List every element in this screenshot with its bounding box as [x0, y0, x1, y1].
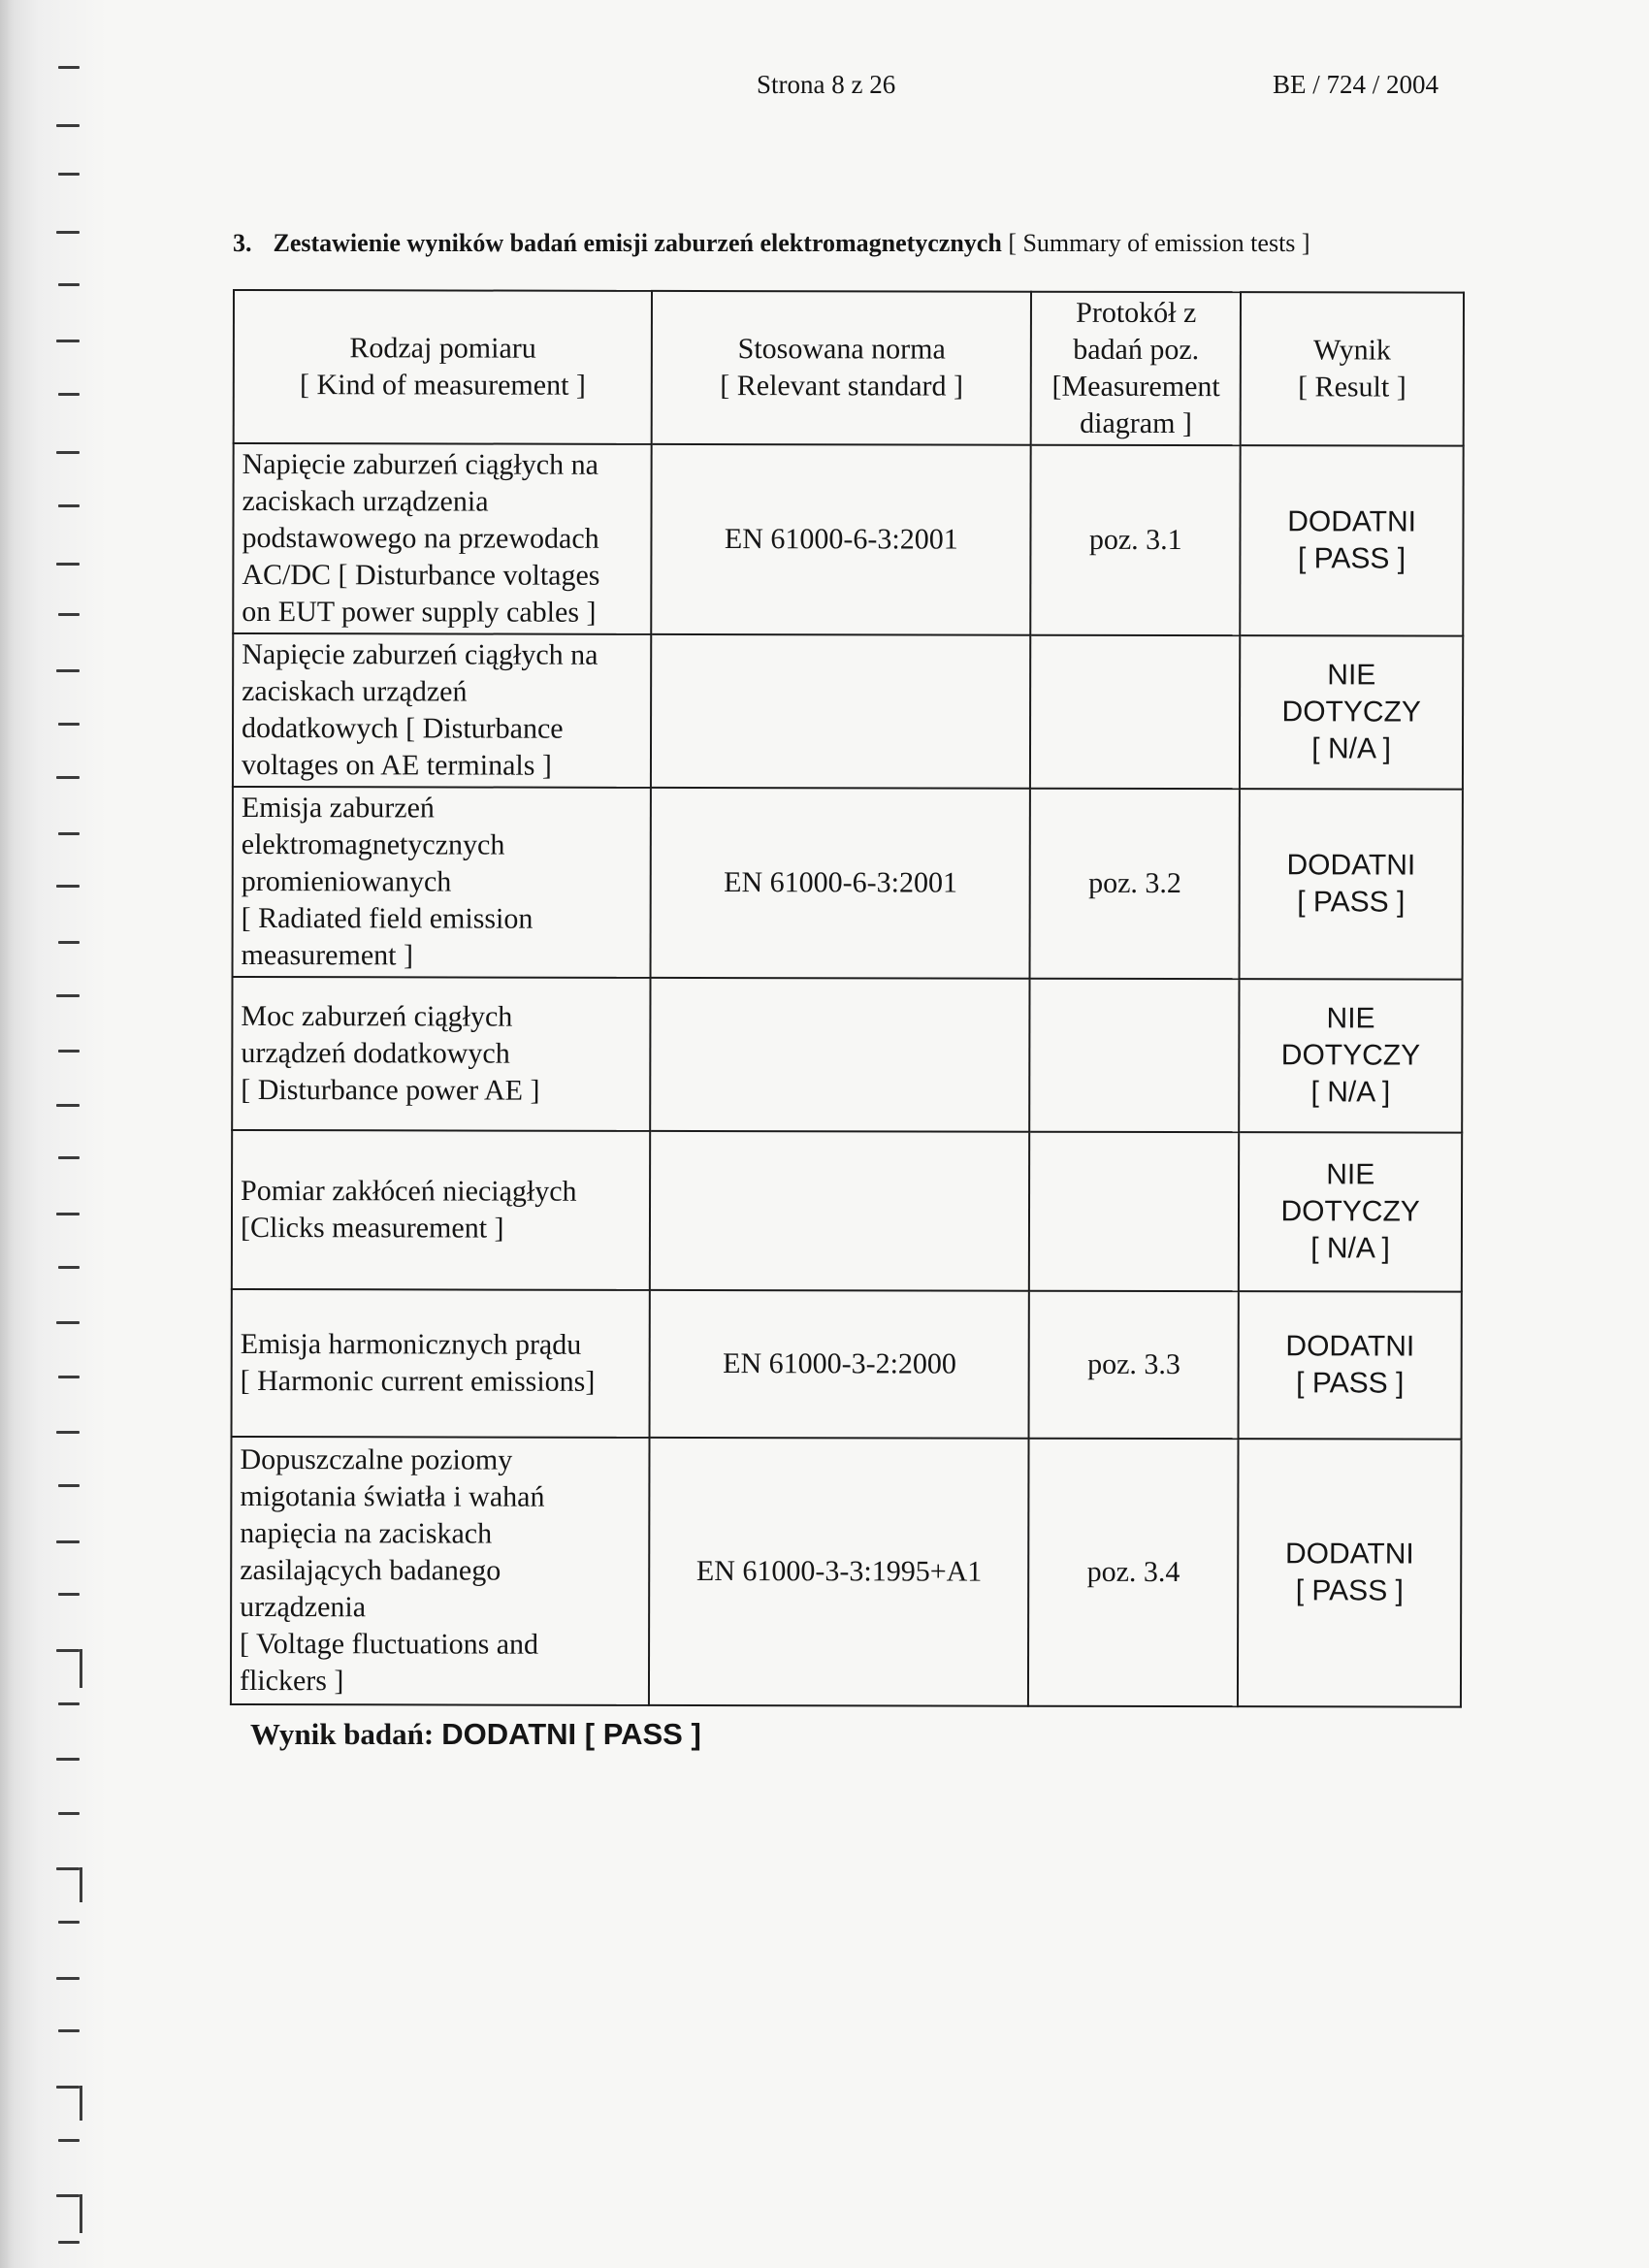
- header-result-line: Wynik: [1313, 334, 1391, 367]
- header-diagram-line: diagram ]: [1080, 406, 1192, 440]
- cell-standard: EN 61000-6-3:2001: [652, 444, 1031, 635]
- result-line: DOTYCZY: [1281, 696, 1421, 729]
- table-row: [233, 633, 1463, 790]
- kind-line: dodatkowych [ Disturbance: [242, 712, 564, 745]
- page-number: Strona 8 z 26: [757, 70, 896, 99]
- result-line: DODATNI: [1286, 849, 1416, 882]
- binding-mark: [58, 613, 80, 616]
- binding-mark: [80, 1867, 82, 1902]
- binding-mark: [58, 1376, 80, 1378]
- header-diagram: [1031, 292, 1241, 445]
- section-number: 3.: [233, 229, 252, 257]
- result-line: [ PASS ]: [1297, 542, 1406, 575]
- binding-mark: [58, 723, 80, 726]
- kind-line: measurement ]: [241, 939, 414, 972]
- binding-mark: [58, 1702, 80, 1705]
- binding-mark: [58, 1050, 80, 1053]
- kind-line: [Clicks measurement ]: [240, 1212, 504, 1245]
- cell-diagram: [1030, 979, 1240, 1132]
- binding-mark: [58, 2029, 80, 2032]
- binding-mark: [58, 1921, 80, 1924]
- table-row: [231, 1437, 1462, 1707]
- header-result: [1241, 292, 1464, 445]
- kind-line: flickers ]: [239, 1665, 344, 1698]
- binding-mark: [56, 1540, 80, 1543]
- binding-mark: [58, 2241, 80, 2244]
- kind-line: Emisja zaburzeń: [241, 792, 435, 825]
- header-standard-line: [ Relevant standard ]: [720, 370, 964, 403]
- result-line: [ PASS ]: [1295, 1574, 1404, 1607]
- binding-mark: [58, 1156, 80, 1159]
- binding-mark: [56, 1977, 80, 1980]
- binding-mark: [58, 283, 80, 286]
- result-line: NIE: [1327, 659, 1376, 692]
- table-row: [232, 1289, 1462, 1440]
- binding-mark: [56, 1104, 80, 1107]
- kind-line: Emisja harmonicznych prądu: [240, 1328, 582, 1361]
- result-line: DODATNI: [1284, 1538, 1414, 1571]
- final-result-value: DODATNI [ PASS ]: [441, 1717, 701, 1751]
- binding-mark: [56, 669, 80, 672]
- kind-line: [ Radiated field emission: [241, 902, 534, 935]
- cell-standard: EN 61000-3-3:1995+A1: [649, 1438, 1029, 1706]
- cell-standard: [651, 978, 1030, 1132]
- binding-mark: [56, 124, 80, 127]
- table-row: [232, 977, 1462, 1133]
- result-line: DODATNI: [1285, 1330, 1415, 1363]
- document-number: BE / 724 / 2004: [1273, 70, 1439, 99]
- binding-mark: [58, 173, 80, 176]
- kind-line: migotania światła i wahań: [240, 1480, 545, 1513]
- cell-diagram: [1029, 1132, 1239, 1291]
- kind-line: urządzenia: [240, 1591, 367, 1624]
- final-result-label: Wynik badań:: [250, 1717, 435, 1751]
- result-line: NIE: [1326, 1158, 1375, 1191]
- cell-kind: [232, 977, 651, 1131]
- result-line: [ PASS ]: [1296, 1367, 1405, 1400]
- cell-result: [1239, 1291, 1462, 1439]
- header-kind: [234, 290, 653, 444]
- binding-mark: [58, 504, 80, 507]
- binding-mark: [58, 393, 80, 396]
- kind-line: napięcia na zaciskach: [240, 1517, 493, 1550]
- kind-line: voltages on AE terminals ]: [241, 749, 552, 782]
- binding-mark: [56, 1867, 80, 1870]
- kind-line: on EUT power supply cables ]: [242, 596, 597, 629]
- cell-result: [1239, 1132, 1462, 1291]
- cell-diagram: poz. 3.1: [1031, 445, 1241, 635]
- kind-line: Napięcie zaburzeń ciągłych na: [242, 448, 598, 481]
- spiral-binding-edge: [0, 0, 107, 2268]
- cell-result: [1241, 445, 1464, 635]
- kind-line: [ Harmonic current emissions]: [240, 1365, 596, 1398]
- cell-standard: [650, 1131, 1029, 1291]
- cell-result: [1238, 1439, 1461, 1706]
- binding-mark: [56, 340, 80, 342]
- cell-result: [1239, 979, 1462, 1132]
- header-diagram-line: Protokół z: [1076, 296, 1197, 330]
- header-standard: [652, 291, 1031, 445]
- binding-mark: [56, 451, 80, 454]
- cell-result: [1240, 635, 1463, 789]
- kind-line: Dopuszczalne poziomy: [240, 1443, 513, 1476]
- binding-mark: [58, 832, 80, 835]
- kind-line: zaciskach urządzeń: [242, 675, 468, 708]
- binding-mark: [56, 1649, 80, 1652]
- result-line: DODATNI: [1287, 505, 1417, 538]
- result-line: [ PASS ]: [1297, 886, 1406, 919]
- table-row: [233, 443, 1463, 636]
- kind-line: Napięcie zaburzeń ciągłych na: [242, 638, 598, 671]
- kind-line: elektromagnetycznych: [241, 828, 505, 861]
- result-line: [ N/A ]: [1311, 732, 1392, 765]
- header-kind-line: Rodzaj pomiaru: [349, 332, 536, 365]
- binding-mark: [56, 2086, 80, 2089]
- kind-line: promieniowanych: [241, 865, 452, 898]
- kind-line: urządzeń dodatkowych: [241, 1037, 510, 1070]
- cell-kind: [233, 443, 652, 634]
- cell-standard: [651, 634, 1030, 789]
- cell-kind: [233, 787, 652, 978]
- binding-mark: [80, 1649, 82, 1688]
- binding-mark: [80, 2194, 82, 2233]
- result-line: [ N/A ]: [1310, 1232, 1390, 1265]
- final-result: [250, 1717, 701, 1752]
- cell-standard: EN 61000-3-2:2000: [650, 1290, 1029, 1439]
- cell-diagram: poz. 3.2: [1030, 789, 1240, 979]
- cell-result: [1240, 789, 1463, 979]
- table-row: [232, 1130, 1462, 1292]
- binding-mark: [58, 1812, 80, 1815]
- binding-mark: [56, 563, 80, 566]
- binding-mark: [58, 2139, 80, 2142]
- kind-line: Moc zaburzeń ciągłych: [241, 1000, 513, 1033]
- header-kind-line: [ Kind of measurement ]: [299, 369, 586, 402]
- binding-mark: [56, 885, 80, 888]
- binding-mark: [80, 2086, 82, 2121]
- result-line: DOTYCZY: [1280, 1039, 1421, 1072]
- kind-line: AC/DC [ Disturbance voltages: [242, 559, 600, 592]
- binding-mark: [58, 1484, 80, 1487]
- result-line: NIE: [1326, 1002, 1375, 1035]
- header-diagram-line: badań poz.: [1073, 333, 1200, 367]
- result-line: [ N/A ]: [1310, 1076, 1391, 1109]
- binding-mark: [58, 941, 80, 944]
- binding-mark: [56, 776, 80, 779]
- result-line: DOTYCZY: [1280, 1195, 1420, 1228]
- section-subtitle: [ Summary of emission tests ]: [1008, 229, 1310, 257]
- binding-mark: [56, 994, 80, 997]
- binding-mark: [58, 66, 80, 69]
- header-result-line: [ Result ]: [1298, 371, 1406, 404]
- binding-mark: [56, 1321, 80, 1324]
- binding-mark: [56, 1431, 80, 1434]
- kind-line: podstawowego na przewodach: [242, 522, 599, 555]
- binding-mark: [56, 1213, 80, 1215]
- cell-kind: [233, 633, 652, 788]
- section-title: Zestawienie wyników badań emisji zaburzeń elektromagnetycznych: [273, 229, 1002, 257]
- binding-mark: [56, 1758, 80, 1761]
- table-row: [233, 787, 1463, 980]
- cell-kind: [231, 1437, 650, 1705]
- binding-mark: [58, 1266, 80, 1269]
- header-standard-line: Stosowana norma: [737, 333, 946, 366]
- binding-mark: [56, 2194, 80, 2197]
- kind-line: [ Disturbance power AE ]: [241, 1074, 540, 1107]
- binding-mark: [56, 231, 80, 234]
- cell-kind: [232, 1289, 651, 1438]
- kind-line: Pomiar zakłóceń nieciągłych: [241, 1175, 577, 1208]
- cell-diagram: [1030, 635, 1240, 789]
- binding-mark: [58, 1593, 80, 1596]
- kind-line: [ Voltage fluctuations and: [240, 1628, 539, 1661]
- cell-kind: [232, 1130, 651, 1290]
- kind-line: zasilających badanego: [240, 1554, 501, 1587]
- header-diagram-line: [Measurement: [1051, 370, 1220, 404]
- cell-standard: EN 61000-6-3:2001: [651, 788, 1030, 979]
- emission-results-table: [230, 289, 1465, 1708]
- cell-diagram: poz. 3.4: [1028, 1439, 1238, 1706]
- kind-line: zaciskach urządzenia: [242, 485, 489, 518]
- section-heading: [233, 229, 1494, 258]
- cell-diagram: poz. 3.3: [1029, 1291, 1239, 1439]
- table-header-row: [234, 290, 1464, 446]
